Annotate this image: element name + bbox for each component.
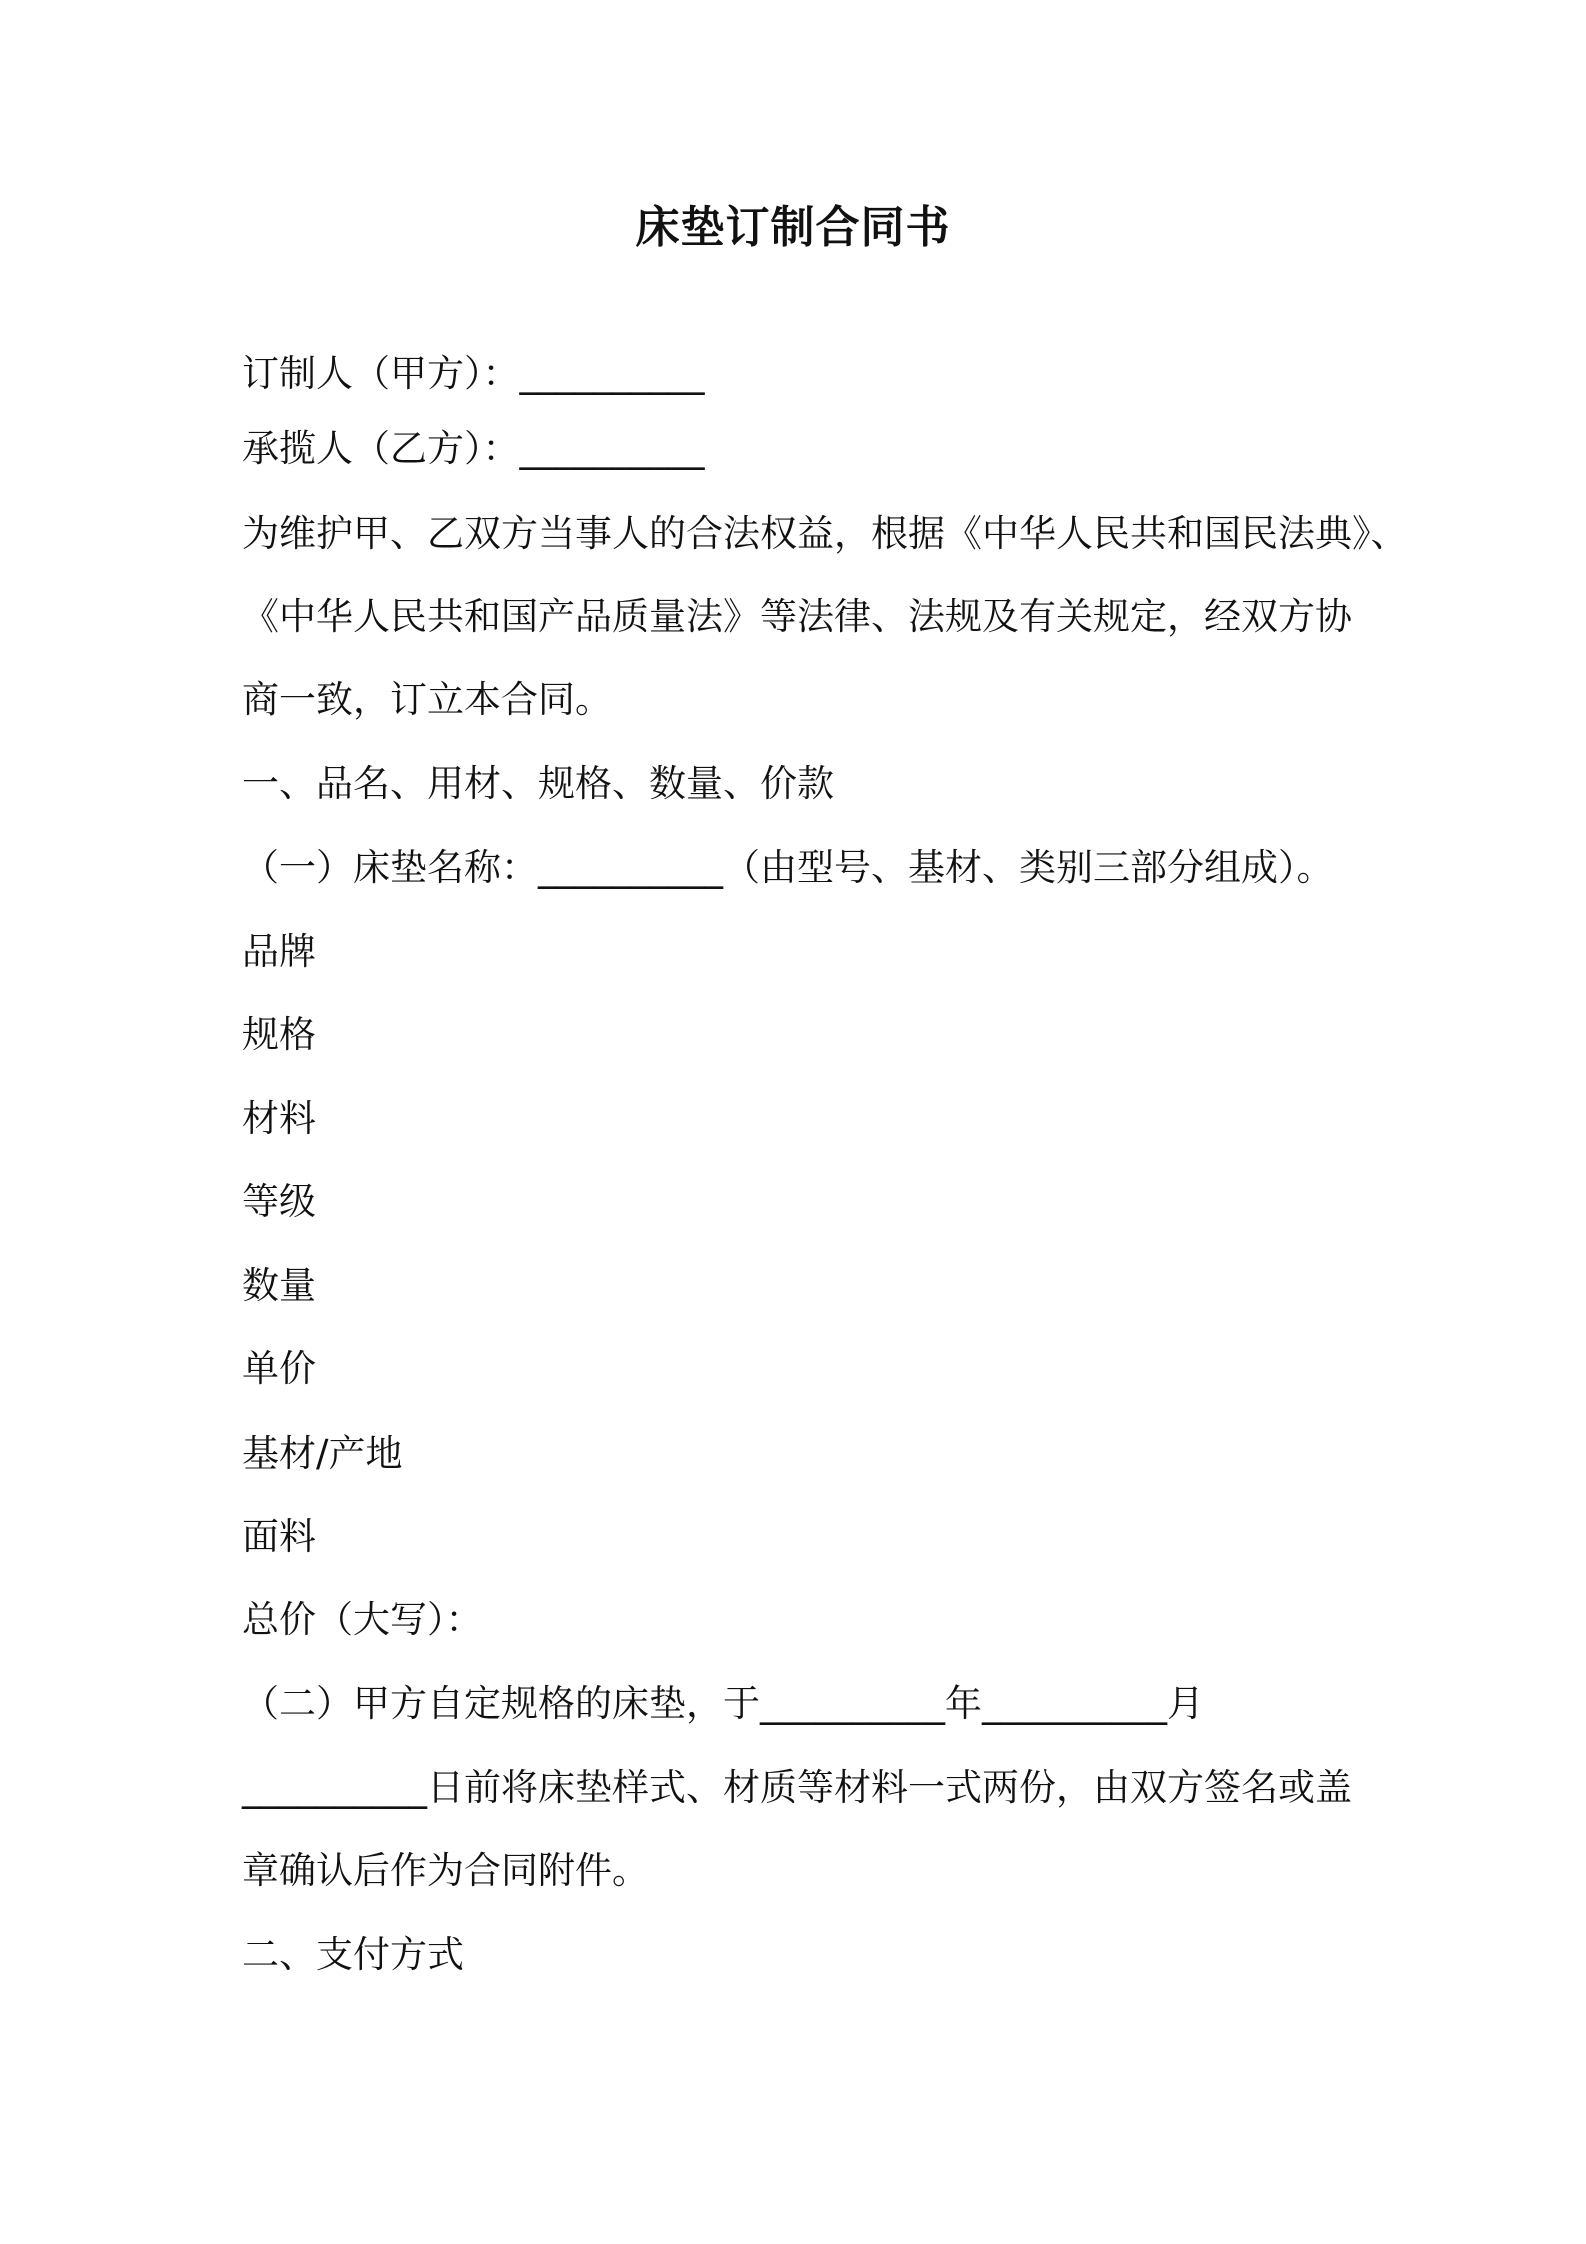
field-brand: 品牌 bbox=[242, 930, 316, 973]
field-fabric: 面料 bbox=[242, 1515, 316, 1558]
document-title: 床垫订制合同书 bbox=[635, 202, 951, 253]
field-spec: 规格 bbox=[242, 1013, 316, 1056]
field-material: 材料 bbox=[242, 1097, 316, 1140]
section-1-heading: 一、品名、用材、规格、数量、价款 bbox=[242, 762, 834, 805]
field-quantity: 数量 bbox=[242, 1264, 316, 1307]
item-1-line: （一）床垫名称：__________（由型号、基材、类别三部分组成）。 bbox=[242, 846, 1334, 889]
field-base-origin: 基材/产地 bbox=[242, 1432, 403, 1475]
intro-line-3: 商一致，订立本合同。 bbox=[242, 678, 612, 721]
field-grade: 等级 bbox=[242, 1180, 316, 1223]
section-2-heading: 二、支付方式 bbox=[242, 1933, 464, 1976]
item-2-line-3: 章确认后作为合同附件。 bbox=[242, 1849, 649, 1892]
intro-line-2: 《中华人民共和国产品质量法》等法律、法规及有关规定，经双方协 bbox=[242, 595, 1352, 638]
party-a-line: 订制人（甲方）：__________ bbox=[242, 352, 705, 395]
field-total-price: 总价（大写）： bbox=[242, 1598, 483, 1641]
field-unit-price: 单价 bbox=[242, 1347, 316, 1390]
item-2-line-2: __________日前将床垫样式、材质等材料一式两份，由双方签名或盖 bbox=[242, 1766, 1352, 1809]
item-2-line-1: （二）甲方自定规格的床垫，于__________年__________月 bbox=[242, 1682, 1204, 1725]
party-b-line: 承揽人（乙方）：__________ bbox=[242, 427, 705, 470]
intro-line-1: 为维护甲、乙双方当事人的合法权益，根据《中华人民共和国民法典》、 bbox=[242, 512, 1408, 555]
